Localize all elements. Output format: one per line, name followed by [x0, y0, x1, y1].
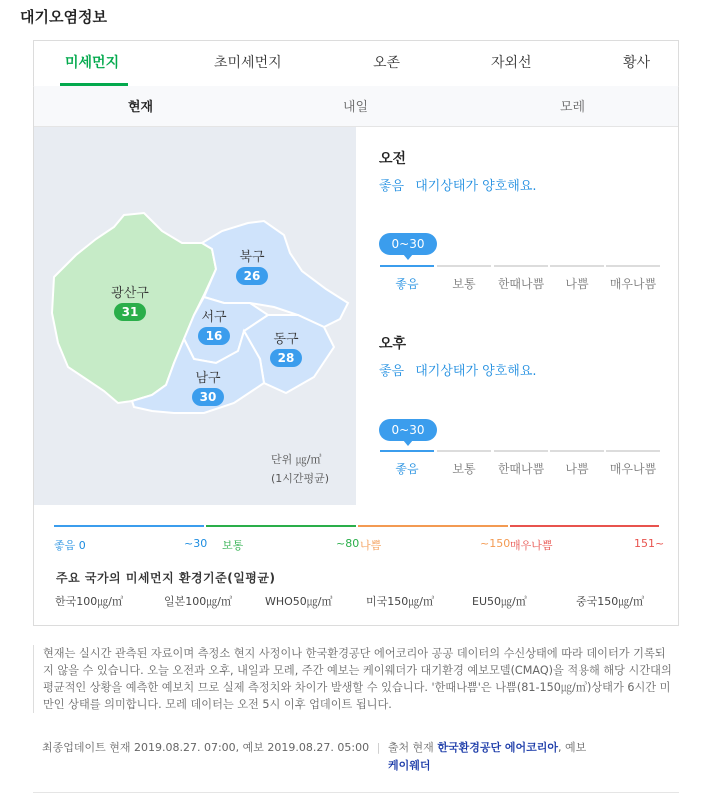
source-mid: , 예보 [558, 741, 587, 754]
region-value-badge: 28 [270, 349, 302, 367]
scale-segment [437, 450, 491, 452]
region-name: 남구 [195, 371, 221, 386]
region-seo[interactable] [196, 306, 232, 345]
standard-usa: 미국150㎍/㎥ [366, 595, 434, 608]
afternoon-status [379, 360, 537, 379]
region-nam[interactable] [190, 367, 226, 406]
scale-segment [380, 450, 434, 452]
legend-from: 0 [78, 539, 86, 552]
tab-ozone[interactable]: 오존 [373, 55, 401, 71]
region-buk[interactable] [234, 246, 270, 285]
scale-label: 매우나쁨 [609, 462, 657, 476]
legend-line-good [54, 525, 204, 527]
range-pill: 0~30 [379, 419, 437, 441]
source-prefix: 출처 현재 [387, 741, 434, 754]
subtab-day-after[interactable]: 모레 [560, 100, 586, 115]
update-footer [42, 739, 586, 755]
scale-label: 보통 [452, 462, 476, 476]
region-name: 북구 [239, 250, 265, 265]
subtab-tomorrow[interactable]: 내일 [343, 100, 369, 115]
period-afternoon: 오후 [379, 336, 407, 352]
district-map-svg [34, 127, 356, 505]
region-map [34, 127, 356, 505]
scale-label: 좋음 [395, 277, 419, 291]
status-description: 대기상태가 양호해요. [415, 364, 537, 379]
standard-japan: 일본100㎍/㎥ [164, 595, 232, 608]
legend-very-bad: 매우나쁨 [510, 539, 553, 552]
region-name: 서구 [201, 310, 227, 325]
status-description: 대기상태가 양호해요. [415, 179, 537, 194]
region-dong[interactable] [268, 328, 304, 367]
region-value-badge: 26 [236, 267, 268, 285]
tab-yellow-dust[interactable]: 황사 [623, 55, 651, 71]
scale-segment [380, 265, 434, 267]
scale-label: 매우나쁨 [609, 277, 657, 291]
legend-bad: 나쁨 [360, 539, 382, 552]
scale-segment [437, 265, 491, 267]
region-name: 광산구 [111, 286, 149, 301]
scale-segment [494, 450, 548, 452]
scale-segment [606, 265, 660, 267]
region-gwangsan[interactable] [108, 282, 152, 321]
legend-line-bad [358, 525, 508, 527]
status-grade: 좋음 [379, 364, 405, 379]
legend-good [54, 537, 86, 553]
scale-label: 보통 [452, 277, 476, 291]
period-morning: 오전 [379, 151, 407, 167]
scale-label: 한때나쁨 [497, 462, 545, 476]
standard-eu: EU50㎍/㎥ [472, 595, 527, 608]
standard-who: WHO50㎍/㎥ [265, 595, 333, 608]
scale-segment [550, 265, 604, 267]
legend-very-bad-from: 151~ [634, 537, 665, 550]
info-text: 현재는 실시간 관측된 자료이며 측정소 현지 사정이나 한국환경공단 에어코리아 공공 데이터의 수신상태에 따라 데이터가 기록되지 않을 수 있습니다. 오늘 오전과 오후, 내일과 모레, 주간 예보는 케이웨더가 대기환경 예보모델(CMAQ)을 적용해 해당 시간대의 평균적인 상황을 예측한 예보치 므로 실제 측정치와 차이가 발생할 수 있습니다. '한때나쁨'은 나쁨(81-150㎍/㎥)상태가 6시간 미만인 상태를 의미합니다. 모레 데이터는 오전 5시 이후 업데이트 됩니다. [43, 647, 672, 711]
page-title: 대기오염정보 [20, 8, 107, 26]
footer-divider: | [376, 741, 381, 754]
tab-fine-dust[interactable]: 미세먼지 [65, 55, 120, 71]
status-grade: 좋음 [379, 179, 405, 194]
pollutant-tabs [33, 40, 679, 87]
legend-grade: 좋음 [54, 539, 76, 552]
standard-korea: 한국100㎍/㎥ [55, 595, 123, 608]
morning-status [379, 175, 537, 194]
tab-ultrafine-dust[interactable]: 초미세먼지 [214, 55, 282, 71]
time-subtabs [34, 86, 678, 127]
scale-label: 한때나쁨 [497, 277, 545, 291]
legend-bad-to: ~150 [480, 537, 511, 550]
unit-label: 단위 ㎍/㎥ [271, 453, 322, 466]
scale-segment [550, 450, 604, 452]
region-value-badge: 31 [114, 303, 146, 321]
region-value-badge: 16 [198, 327, 230, 345]
forecast-panel [357, 127, 678, 505]
subtab-now[interactable]: 현재 [128, 100, 154, 115]
legend-line-normal [206, 525, 356, 527]
source-airkorea-link[interactable]: 한국환경공단 에어코리아 [437, 741, 559, 754]
source-kweather-line [388, 757, 431, 773]
legend-good-to: ~30 [184, 537, 208, 550]
legend-normal-to: ~80 [336, 537, 360, 550]
tab-uv[interactable]: 자외선 [491, 55, 532, 71]
standards-title: 주요 국가의 미세먼지 환경기준(일평균) [56, 571, 276, 585]
region-name: 동구 [273, 332, 299, 347]
scale-label: 나쁨 [565, 462, 589, 476]
legend-normal: 보통 [222, 539, 244, 552]
source-kweather-link[interactable]: 케이웨더 [388, 759, 431, 772]
bottom-divider [33, 792, 679, 793]
info-notice [33, 645, 673, 713]
scale-label: 좋음 [395, 462, 419, 476]
update-timestamp: 최종업데이트 현재 2019.08.27. 07:00, 예보 2019.08.27. 05:00 [42, 741, 370, 754]
unit-average-label: (1시간평균) [271, 472, 330, 485]
scale-segment [606, 450, 660, 452]
scale-segment [494, 265, 548, 267]
scale-label: 나쁨 [565, 277, 589, 291]
range-pill: 0~30 [379, 233, 437, 255]
legend-line-very-bad [510, 525, 659, 527]
standard-china: 중국150㎍/㎥ [576, 595, 644, 608]
region-value-badge: 30 [192, 388, 224, 406]
